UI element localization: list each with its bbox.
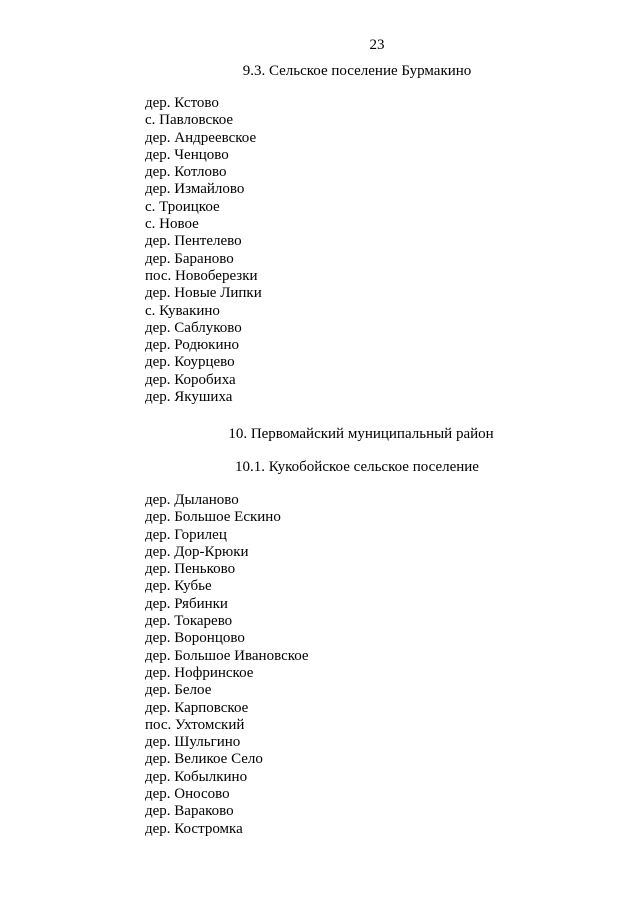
list-item: дер. Великое Село — [145, 751, 263, 768]
list-item: с. Павловское — [145, 112, 234, 129]
list-item: дер. Родюкино — [145, 337, 240, 354]
list-item: дер. Ченцово — [145, 146, 229, 163]
list-item: дер. Кстово — [145, 95, 219, 111]
list-item: дер. Горилец — [145, 526, 227, 543]
list-item: дер. Пеньково — [145, 561, 236, 578]
list-item: дер. Новые Липки — [145, 285, 262, 302]
list-item: дер. Костромка — [145, 820, 243, 837]
list-item: с. Кувакино — [145, 302, 220, 319]
settlement-list-9-3 — [145, 95, 262, 406]
list-item: пос. Новоберезки — [145, 267, 258, 284]
list-item: дер. Нофринское — [145, 664, 254, 681]
list-item: дер. Воронцово — [145, 630, 245, 647]
list-item: дер. Вараково — [145, 803, 234, 820]
section-heading-9-3: 9.3. Сельское поселение Бурмакино — [242, 63, 472, 79]
section-heading-10-1: 10.1. Кукобойское сельское поселение — [235, 459, 479, 475]
list-item: дер. Измайлово — [145, 181, 245, 198]
list-item: дер. Коурцево — [145, 354, 235, 371]
list-item: с. Троицкое — [145, 198, 220, 215]
list-item: дер. Пентелево — [145, 233, 242, 250]
list-item: дер. Дор-Крюки — [145, 543, 249, 560]
list-item: дер. Якушиха — [145, 389, 233, 406]
list-item: дер. Оносово — [145, 786, 230, 803]
list-item: дер. Большое Ескино — [145, 509, 281, 526]
list-item: дер. Бараново — [145, 250, 234, 267]
list-item: дер. Шульгино — [145, 734, 241, 751]
list-item: дер. Саблуково — [145, 319, 242, 336]
list-item: дер. Котлово — [145, 164, 227, 181]
list-item: дер. Коробиха — [145, 371, 236, 388]
list-item: дер. Токарево — [145, 613, 233, 630]
list-item: дер. Андреевское — [145, 129, 257, 146]
list-item: дер. Дыланово — [145, 492, 239, 508]
list-item: дер. Карповское — [145, 699, 249, 716]
list-item: дер. Большое Ивановское — [145, 647, 309, 664]
district-heading-10: 10. Первомайский муниципальный район — [228, 426, 494, 442]
list-item: дер. Кобылкино — [145, 768, 248, 785]
list-item: пос. Ухтомский — [145, 716, 245, 733]
list-item: дер. Рябинки — [145, 595, 228, 612]
list-item: дер. Кубье — [145, 578, 212, 595]
list-item: с. Новое — [145, 216, 199, 233]
settlement-list-10-1 — [145, 492, 309, 838]
page-number: 23 — [369, 37, 385, 53]
list-item: дер. Белое — [145, 682, 212, 699]
